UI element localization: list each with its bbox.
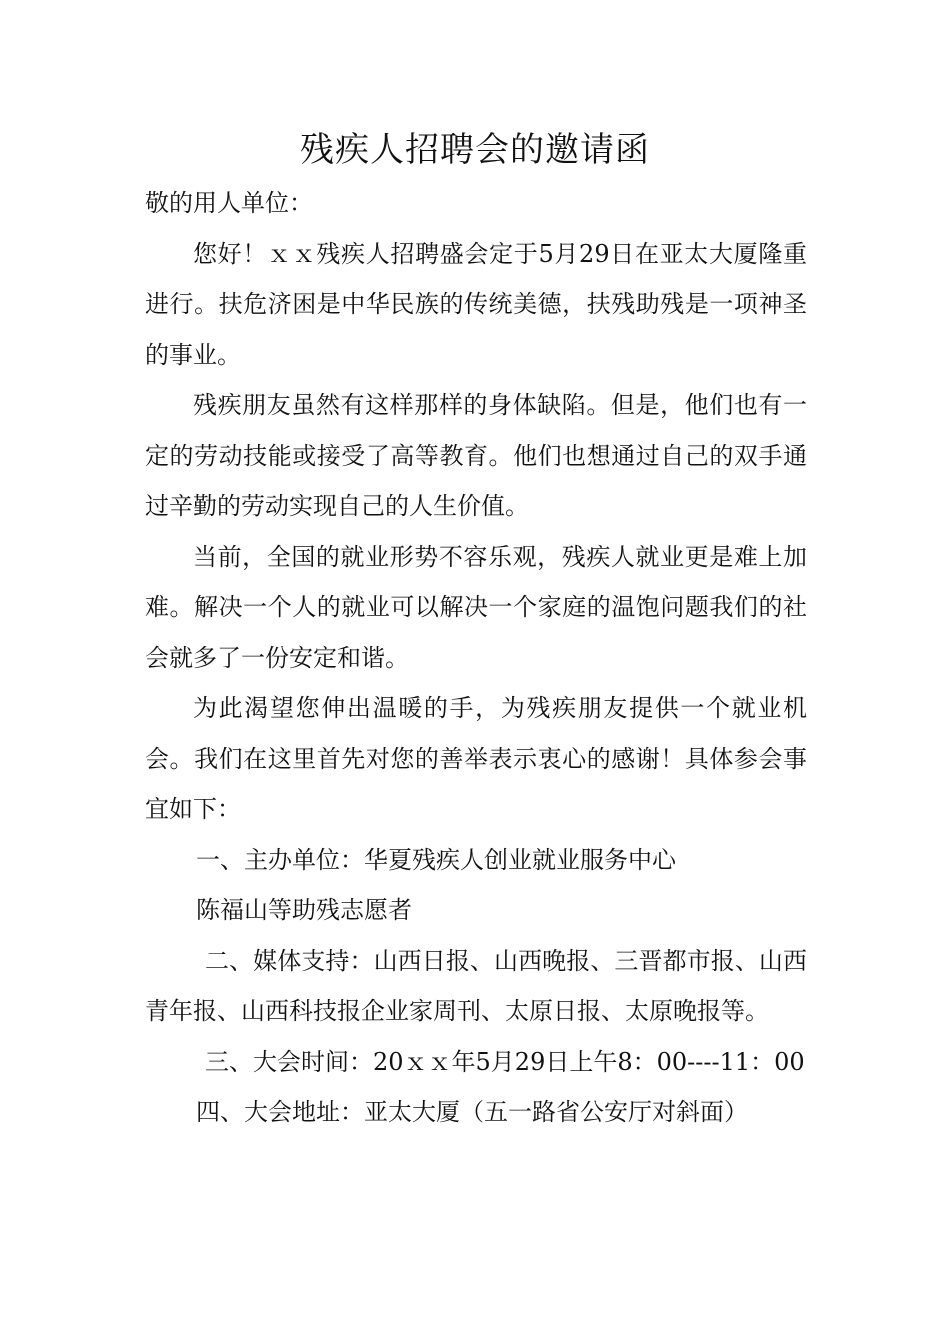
item-organizer: 一、主办单位：华夏残疾人创业就业服务中心 — [196, 845, 676, 874]
salutation: 敬的用人单位： — [145, 189, 313, 217]
paragraph-disabled-friends: 残疾朋友虽然有这样那样的身体缺陷。但是，他们也有一定的劳动技能或接受了高等教育。他们也想通过自己的双手通过辛勤的劳动实现自己的人生价值。 — [145, 391, 807, 520]
document-body — [145, 178, 807, 1138]
paragraph-employment-situation: 当前，全国的就业形势不容乐观，残疾人就业更是难上加难。解决一个人的就业可以解决一个家庭的温饱问题我们的社会就多了一份安定和谐。 — [145, 542, 807, 672]
item-organizer-extra: 陈福山等助残志愿者 — [196, 896, 412, 924]
item-time: 三、大会时间：20ｘｘ年5月29日上午8：00----11：00 — [205, 1047, 805, 1076]
item-address: 四、大会地址：亚太大厦（五一路省公安厅对斜面） — [196, 1098, 748, 1126]
paragraph-appeal: 为此渴望您伸出温暖的手，为残疾朋友提供一个就业机会。我们在这里首先对您的善举表示衷心的感谢！具体参会事宜如下： — [145, 694, 807, 823]
paragraph-greeting: 您好！ｘｘ残疾人招聘盛会定于5月29日在亚太大厦隆重进行。扶危济困是中华民族的传统美德，扶残助残是一项神圣的事业。 — [145, 239, 807, 369]
document-title: 残疾人招聘会的邀请函 — [300, 130, 650, 170]
item-media: 二、媒体支持：山西日报、山西晚报、三晋都市报、山西青年报、山西科技报企业家周刊、太原日报、太原晚报等。 — [145, 946, 807, 1025]
